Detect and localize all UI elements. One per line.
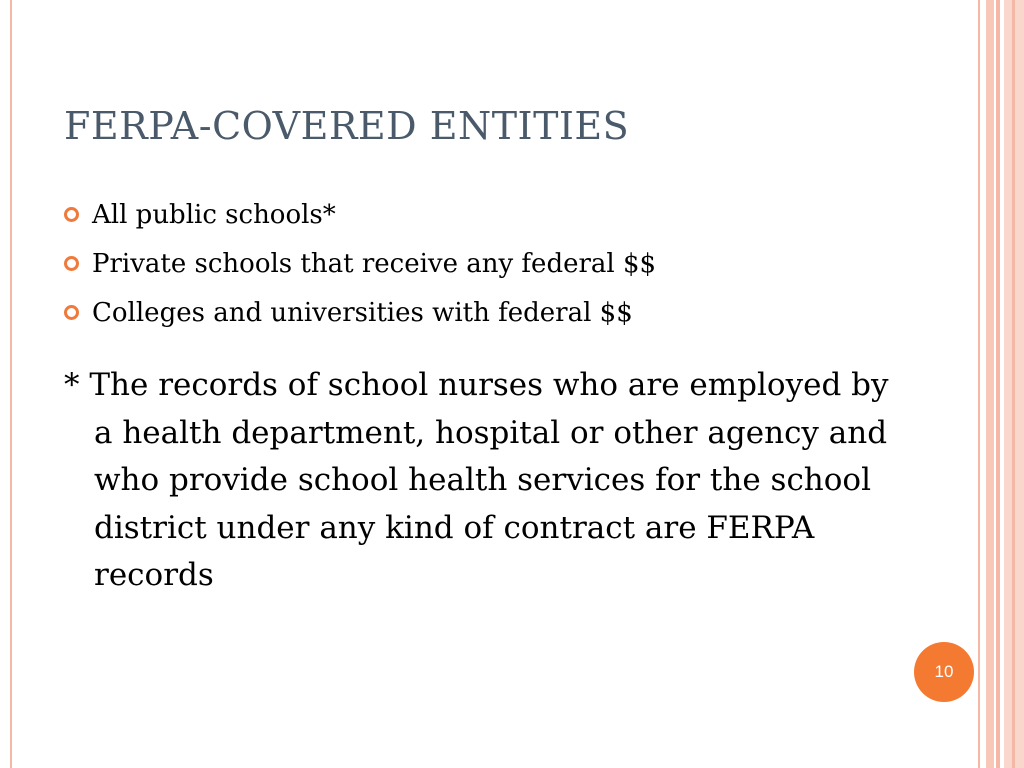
bullet-list (64, 190, 656, 337)
circle-bullet-icon (64, 256, 79, 271)
page-number-badge: 10 (914, 642, 974, 702)
right-border-stripe (996, 0, 1000, 768)
right-border-stripe (986, 0, 994, 768)
footnote-paragraph: * The records of school nurses who are employed by a health department, hospital or other agency and who provide school health services for the school district under any kind of contract are FERPA records (64, 367, 889, 593)
bullet-text: All public schools* (92, 199, 336, 230)
bullet-item (64, 239, 656, 288)
bullet-item (64, 288, 656, 337)
bullet-text: Private schools that receive any federal $$ (92, 248, 657, 279)
circle-bullet-icon (64, 207, 79, 222)
right-border-stripe (978, 0, 980, 768)
slide-title: FERPA-COVERED ENTITIES (64, 104, 630, 148)
circle-bullet-icon (64, 305, 79, 320)
left-border-line (10, 0, 12, 768)
bullet-item (64, 190, 656, 239)
right-border-stripe (1012, 0, 1015, 768)
bullet-text: Colleges and universities with federal $$ (92, 297, 633, 328)
